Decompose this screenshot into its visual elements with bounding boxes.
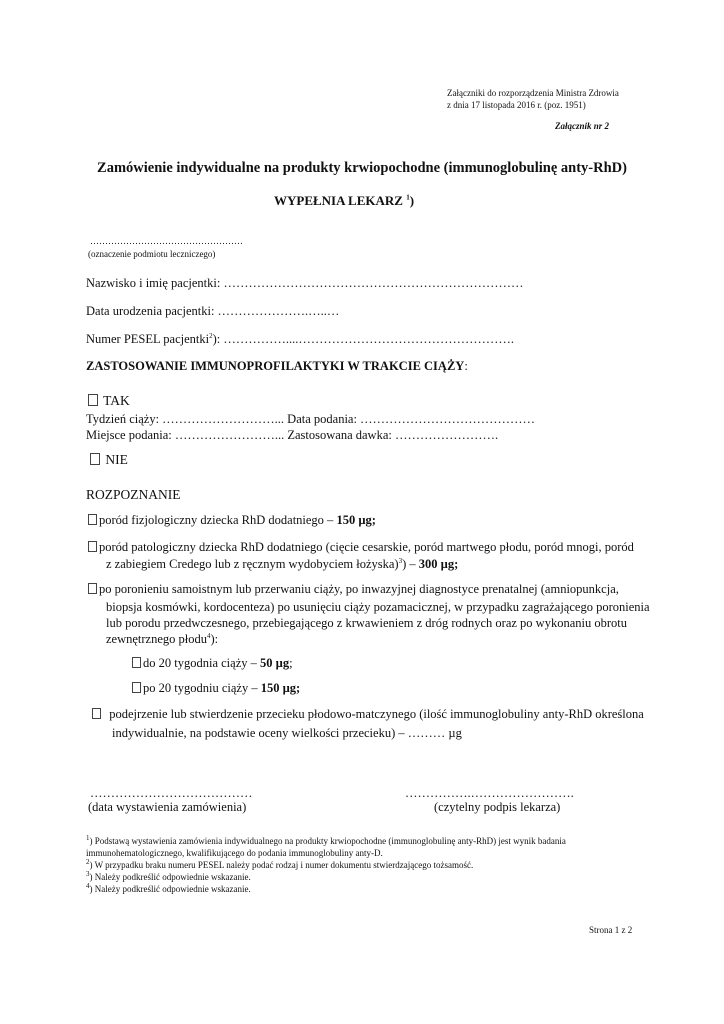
diagnosis-option-fetomaternal[interactable] (92, 707, 644, 722)
footnote-4-mark: 4 (86, 882, 90, 890)
footnote-4-text: ) Należy podkreślić odpowiednie wskazanie. (89, 884, 251, 894)
option-fetomaternal-line2[interactable]: indywidualnie, na podstawie oceny wielkości przecieku) – ……… µg (112, 726, 462, 740)
option-miscarriage-line4-text: zewnętrznego płodu (106, 632, 208, 646)
option-miscarriage-line2: biopsja kosmówki, kordocenteza) po usunięciu ciąży pozamacicznej, w przypadku zagrażającego poronienia (106, 600, 650, 614)
subtitle-text: WYPEŁNIA LEKARZ (274, 193, 403, 208)
option-pathological-line1: poród patologiczny dziecka RhD dodatniego (cięcie cesarskie, poród martwego płodu, poród mnogi, poród (99, 540, 634, 554)
footnote-4 (86, 883, 251, 895)
option-miscarriage-line4 (106, 632, 218, 647)
option-physiological-text: poród fizjologiczny dziecka RhD dodatniego – (99, 513, 337, 527)
checkbox-physiological[interactable] (88, 514, 97, 525)
subtitle-footnote-ref: 1 (406, 193, 410, 202)
patient-dob-field[interactable]: Data urodzenia pacjentki: ………………….…..… (86, 304, 340, 318)
pregnancy-title-colon: : (464, 359, 468, 373)
footnote-1 (86, 835, 566, 859)
subtitle-end: ) (409, 193, 415, 208)
footnote-1-line1 (86, 835, 566, 847)
footnote-2 (86, 859, 473, 871)
suboption-before-20-text: do 20 tygodnia ciąży – (143, 656, 260, 670)
footnote-1-line2: immunohematologicznego, kwalifikującego do podania immunoglobuliny anty-D. (86, 848, 383, 858)
checkbox-yes-label: TAK (103, 393, 130, 408)
pesel-footnote-ref: 2 (209, 331, 213, 340)
header-line-2: z dnia 17 listopada 2016 r. (poz. 1951) (447, 100, 586, 110)
diagnosis-option-miscarriage[interactable] (88, 582, 619, 597)
suboption-before-20-end: ; (289, 656, 293, 670)
option-pathological-end: ) – (402, 557, 419, 571)
suboption-after-20-text: po 20 tygodniu ciąży – (143, 681, 261, 695)
checkbox-no[interactable] (90, 452, 128, 468)
option-fetomaternal-line1: podejrzenie lub stwierdzenie przecieku płodowo-matczynego (ilość immunoglobuliny anty-RhD określona (109, 707, 644, 721)
checkbox-fetomaternal[interactable] (92, 708, 101, 719)
option-miscarriage-end: ): (210, 632, 219, 646)
date-issued-label: (data wystawienia zamówienia) (88, 800, 247, 814)
suboption-before-20-weeks[interactable] (132, 656, 293, 671)
footnote-3 (86, 871, 251, 883)
pregnancy-place-line[interactable]: Miejsce podania: ……………………... Zastosowana dawka: ……………………. (86, 428, 499, 442)
footnote-3-mark: 3 (86, 870, 90, 878)
header-regulation (447, 87, 619, 111)
facility-dots: …………………………………………… (90, 236, 243, 246)
checkbox-pathological[interactable] (88, 541, 97, 552)
suboption-after-20-dose: 150 µg; (260, 681, 301, 695)
footnote-3-text: ) Należy podkreślić odpowiednie wskazanie. (89, 872, 251, 882)
annex-number: Załącznik nr 2 (555, 121, 610, 131)
option-miscarriage-line3: lub porodu przedwczesnego, przebiegającego z krwawieniem z dróg rodnych oraz po wykonaniu obrotu (106, 616, 627, 630)
footnote-1-mark: 1 (86, 834, 90, 842)
diagnosis-option-pathological[interactable] (88, 540, 634, 555)
option-pathological-line2 (106, 557, 458, 572)
document-title: Zamówienie indywidualne na produkty krwiopochodne (immunoglobulinę anty-RhD) (97, 160, 627, 176)
facility-label: (oznaczenie podmiotu leczniczego) (88, 249, 216, 259)
patient-name-field[interactable]: Nazwisko i imię pacjentki: ……………………………………………………………… (86, 276, 524, 290)
option-pathological-line2-text: z zabiegiem Credego lub z ręcznym wydobyciem łożyska) (106, 557, 399, 571)
pregnancy-title-text: ZASTOSOWANIE IMMUNOPROFILAKTYKI W TRAKCIE CIĄŻY (86, 359, 465, 373)
checkbox-miscarriage[interactable] (88, 583, 97, 594)
checkbox-yes[interactable] (88, 393, 130, 409)
footnote-1-text: ) Podstawą wystawienia zamówienia indywidualnego na produkty krwiopochodne (immunoglobulinę anty-RhD) jest wynik badania (89, 836, 566, 846)
date-issued-dots[interactable]: ………………………………… (90, 786, 253, 800)
document-subtitle (274, 193, 414, 209)
checkbox-after-20-weeks[interactable] (132, 682, 141, 693)
suboption-after-20-weeks[interactable] (132, 681, 300, 696)
header-line-1: Załączniki do rozporządzenia Ministra Zdrowia (447, 88, 619, 98)
doctor-signature-label: (czytelny podpis lekarza) (434, 800, 561, 814)
pesel-dots: ): ……………....……………………………………………. (212, 332, 515, 346)
pesel-label: Numer PESEL pacjentki (86, 332, 210, 346)
pregnancy-section-title (86, 359, 468, 374)
suboption-before-20-dose: 50 µg (260, 656, 290, 670)
footnote-2-text: ) W przypadku braku numeru PESEL należy podać rodzaj i numer dokumentu stwierdzającego tożsamość. (89, 860, 474, 870)
pathological-footnote-ref: 3 (398, 556, 403, 565)
doctor-signature-dots[interactable]: …………….……………………. (405, 786, 574, 800)
diagnosis-title: ROZPOZNANIE (86, 487, 181, 502)
pregnancy-week-line[interactable]: Tydzień ciąży: ………………………... Data podania: …………………………………… (86, 412, 536, 426)
miscarriage-footnote-ref: 4 (207, 631, 211, 640)
option-miscarriage-line1: po poronieniu samoistnym lub przerwaniu ciąży, po inwazyjnej diagnostyce prenatalnej (amniopunkcja, (99, 582, 619, 596)
option-physiological-dose: 150 µg; (336, 513, 376, 527)
diagnosis-option-physiological[interactable] (88, 513, 376, 528)
checkbox-before-20-weeks[interactable] (132, 657, 141, 668)
checkbox-no-box[interactable] (90, 453, 100, 465)
checkbox-yes-box[interactable] (88, 394, 98, 406)
patient-pesel-field[interactable] (86, 332, 514, 347)
footnote-2-mark: 2 (86, 858, 90, 866)
page-number: Strona 1 z 2 (589, 925, 633, 935)
option-pathological-dose: 300 µg; (418, 557, 459, 571)
checkbox-no-label: NIE (105, 452, 128, 467)
